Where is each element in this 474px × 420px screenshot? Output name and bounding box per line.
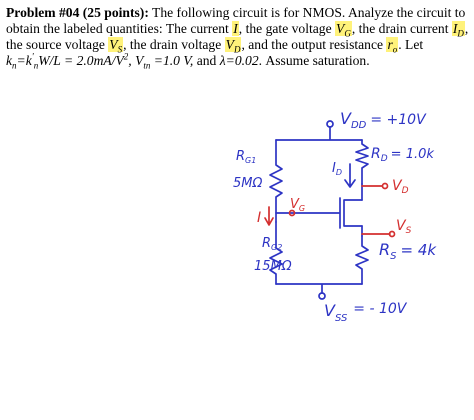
vd-terminal xyxy=(383,184,388,189)
rg2-label: $R_{G2}$ xyxy=(262,236,283,252)
id-label: $I_D$ xyxy=(332,161,343,177)
vs-label: $V_S$ xyxy=(396,218,412,236)
problem-text-3: , the drain current xyxy=(351,21,452,36)
vdd-terminal xyxy=(327,121,333,127)
rs-resistor xyxy=(356,236,368,284)
i-arrow xyxy=(265,207,273,225)
vg-label: $V_G$ xyxy=(290,197,306,213)
bottom-rail-wire xyxy=(276,284,362,293)
problem-text-and: and xyxy=(193,53,220,68)
vss-label: $V_{SS}= - 10V$ xyxy=(324,301,407,324)
problem-text-6: , and the output resistance xyxy=(241,37,387,52)
problem-heading: Problem #04 (25 points): xyxy=(6,5,149,20)
i-label: I xyxy=(257,210,262,226)
rg1-label: $R_{G1}$ xyxy=(236,149,257,165)
vss-terminal xyxy=(319,293,325,299)
problem-text-7: . Let xyxy=(398,37,424,52)
rg1-value: 5MΩ xyxy=(233,176,263,191)
param-lambda: λ=0.02 xyxy=(219,53,259,68)
highlight-vd: $V_D$ xyxy=(225,37,241,55)
problem-text-1: The following circuit is for NMOS. Analyze the circuit to obtain the labeled quantities: The current xyxy=(6,5,466,36)
rs-label: $R_S = 4k$ xyxy=(379,240,437,262)
highlight-vg: $V_G$ xyxy=(336,21,351,39)
rd-resistor xyxy=(356,140,368,184)
id-arrow xyxy=(345,164,355,187)
vs-terminal xyxy=(390,232,395,237)
top-rail-wire xyxy=(276,127,362,140)
rd-label: $R_D = 1.0k$ xyxy=(371,146,434,164)
problem-text-end: . Assume saturation. xyxy=(258,53,370,68)
vd-label: $V_D$ xyxy=(392,178,409,196)
param-kn: $k_n=k'_nW/L = 2.0mA/V^2$, $V_{tn} =1.0$ V, xyxy=(6,51,194,71)
problem-text-5: , the drain voltage xyxy=(123,37,225,52)
highlight-ro: $r_o$ xyxy=(387,37,398,55)
rg2-resistor xyxy=(270,222,282,284)
highlight-current-i: I xyxy=(233,21,238,36)
rg1-resistor xyxy=(270,140,282,222)
highlight-vs: $V_S$ xyxy=(109,37,123,55)
vdd-label: $V_{DD} = +10V$ xyxy=(340,109,426,131)
problem-text-4: , the source voltage xyxy=(6,21,469,52)
highlight-id: $I_D$ xyxy=(452,21,464,39)
rg2-value: 15MΩ xyxy=(254,259,292,274)
problem-text-2: , the gate voltage xyxy=(238,21,336,36)
